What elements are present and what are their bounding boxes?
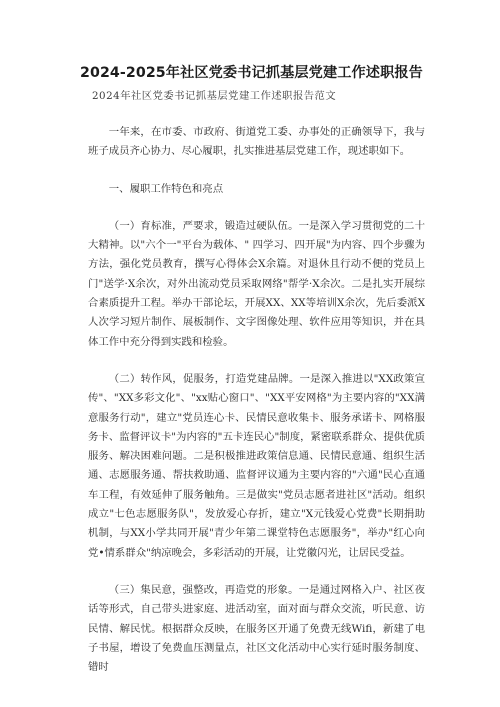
section-heading: 一、履职工作特色和亮点 bbox=[108, 182, 224, 195]
document-title: 2024-2025年社区党委书记抓基层党建工作述职报告 bbox=[80, 65, 423, 81]
body-paragraph: （一）育标准，严要求，锻造过硬队伍。一是深入学习贯彻党的二十大精神。以"六个一"平台为载体、" 四学习、四开展"为内容、四个步骤为方法，强化党员教育，撰写心得体会X余篇。对退休且行动不便的党员上门"送学·X余次，对外出流动党员采取网络"帮学·X余次。二是扎实开展综合素质提升工程。举办干部论坛，开展XX、XX等培训X余次，先后委派X人次学习短片制作、展板制作、文字图像处理、软件应用等知识，并在具体工作中充分得到实践和检验。 bbox=[88, 219, 425, 348]
intro-paragraph: 一年来，在市委、市政府、街道党工委、办事处的正确领导下，我与班子成员齐心协力、尽心履职，扎实推进基层党建工作，现述职如下。 bbox=[88, 126, 425, 158]
document-subtitle: 2024年社区党委书记抓基层党建工作述职报告范文 bbox=[92, 90, 337, 102]
body-paragraph: （三）集民意，强整改，再造党的形象。一是通过网格入户、社区夜话等形式，自己带头进家庭、进活动室，面对面与群众交流，听民意、访民情、解民忧。根据群众反映，在服务区开通了免费无线Wifi，新建了电子书屋，增设了免费血压测量点，社区文化活动中心实行延时服务制度、错时 bbox=[88, 583, 425, 674]
body-paragraph: （二）转作风，促服务，打造党建品牌。一是深入推进以"XX政策宣传"、"XX多彩文化"、"xx贴心窗口"、"XX平安网格"为主要内容的"XX满意服务行动"，建立"党员连心卡、民情民意收集卡、服务承诺卡、网格服务卡、监督评议卡"为内容的"五卡连民心"制度，紧密联系群众、提供优质服务、解决困难问题。二是积极推进政策信息通、民情民意通、组织生活通、志愿服务通、帮扶救助通、监督评议通为主要内容的"六通"民心直通车工程，有效延伸了服务触角。三是做实"党员志愿者进社区"活动。组织成立"七色志愿服务队"，发放爱心存折，建立"X元钱爱心党费"长期捐助机制，与XX小学共同开展"青少年第二课堂特色志愿服务"，举办"红心向党•情系群众"纳凉晚会，多彩活动的开展，让党徽闪光，让居民受益。 bbox=[88, 372, 425, 559]
